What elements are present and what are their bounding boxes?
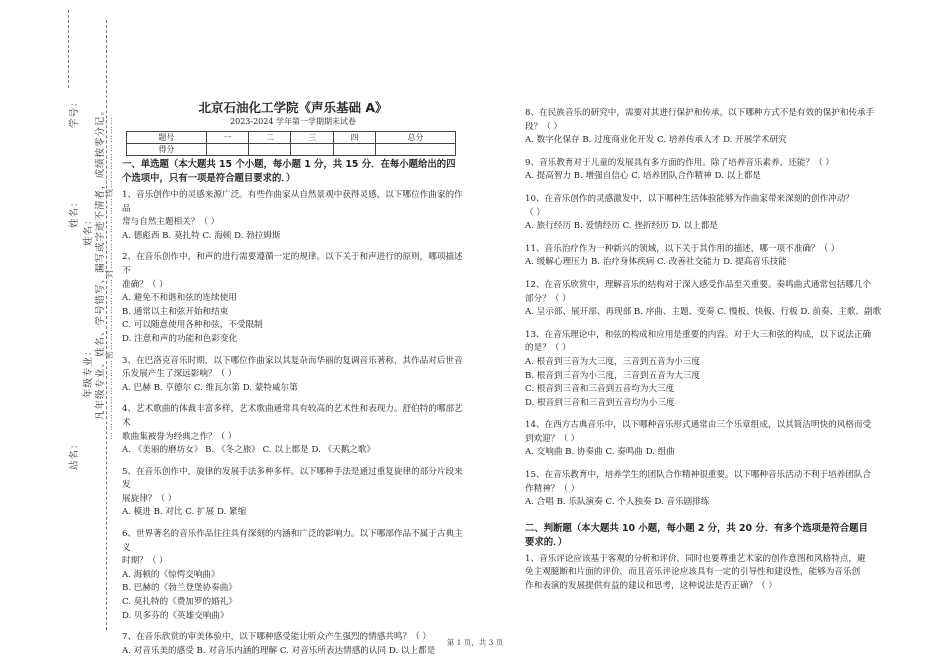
question-option: A. 巴赫 B. 亨德尔 C. 维瓦尔第 D. 蒙特威尔第 [122, 382, 298, 393]
question-option: A. 合唱 B. 乐队演奏 C. 个人独奏 D. 音乐剧排练 [525, 497, 710, 508]
judgment-line: 免主观臆断和片面的评价，而且音乐评论应该具有一定的引导性和建设性，能够为音乐创 [525, 567, 861, 578]
question-option: A. 提高智力 B. 增强自信心 C. 培养团队合作精神 D. 以上都是 [525, 171, 761, 182]
question-stem: 准确？（ ） [122, 279, 168, 290]
question-option: A. 对音乐美的感受 B. 对音乐内涵的理解 C. 对音乐所表达情感的认同 D. 以上都是 [122, 645, 436, 656]
question-stem: 9、音乐教育对于儿童的发展具有多方面的作用。除了培养音乐素养，还能？（ ） [525, 157, 834, 168]
question-stem: 8、在民族音乐的研究中，需要对其进行保护和传承。以下哪种方式不是有效的保护和传承手 [525, 108, 875, 118]
score-col-1: 一 [206, 132, 248, 144]
question [525, 469, 887, 510]
question-stem: 到欢迎？（ ） [525, 433, 580, 444]
question-option: A. 海顿的《惊愕交响曲》 [122, 569, 220, 580]
question [122, 403, 464, 457]
page-footer: 第 1 页，共 3 页 [446, 638, 504, 647]
question-option: A. 根音到三音为大三度，三音到五音为小三度 [525, 356, 700, 367]
question [122, 528, 464, 623]
question-stem: 时期？（ ） [122, 556, 168, 567]
question-stem: 3、在巴洛克音乐时期，以下哪位作曲家以其复杂而华丽的复调音乐著称，其作品对后世音 [122, 355, 463, 366]
question [122, 466, 464, 520]
question-option: D. 根音到三音和三音到五音均为小三度 [525, 397, 675, 408]
exam-title: 北京石油化工学院《声乐基础 A》 [198, 100, 388, 115]
score-cell[interactable] [333, 144, 375, 156]
question-stem: 的是？（ ） [525, 343, 571, 354]
score-cell[interactable] [206, 144, 248, 156]
question-stem: 歌曲集被誉为经典之作？（ ） [122, 431, 237, 442]
question [525, 107, 887, 148]
question-option: D. 注意和声的功能和色彩变化 [122, 333, 238, 344]
question-stem: 15、在音乐教育中，培养学生的团队合作精神很重要。以下哪种音乐活动不利于培养团队合 [525, 470, 872, 481]
question-stem: 4、艺术歌曲的体裁丰富多样，艺术歌曲通常具有较高的艺术性和表现力。舒伯特的哪部艺术 [122, 404, 463, 428]
section2-heading-line-2: 要求的．） [525, 536, 568, 548]
question-stem: 2、在音乐创作中，和声的进行需要遵循一定的规律。以下关于和声进行的原则，哪项描述不 [122, 252, 463, 276]
section2-heading-line-1: 二、判断题（本大题共 10 小题，每小题 2 分，共 20 分．有多个选项是符合题目 [525, 522, 868, 534]
question-stem: 12、在音乐欣赏中，理解音乐的结构对于深入感受作品至关重要。奏鸣曲式通常包括哪几个 [525, 279, 872, 290]
question [122, 189, 464, 243]
question-option: A. 模进 B. 对比 C. 扩展 D. 紧缩 [122, 507, 247, 518]
binding-margin [0, 0, 114, 672]
score-table-score-row [127, 144, 456, 156]
judgment-line: 1、音乐评论应该基于客观的分析和评价，同时也要尊重艺术家的创作意图和风格特点，避 [525, 553, 866, 564]
question [525, 329, 887, 411]
seal-line-label: ………………………密……………………封……………………线…………………… [105, 116, 114, 440]
score-table-header-row [127, 132, 456, 144]
question-stem: 11、音乐治疗作为一种新兴的领域，以下关于其作用的描述，哪一项不准确？（ ） [525, 243, 840, 254]
question-stem: 常与自然主题相关？（ ） [122, 217, 220, 228]
score-col-label: 题号 [127, 132, 207, 144]
label-name-outer: 姓名： [69, 196, 80, 228]
question-option: A. 缓解心理压力 B. 治疗身体疾病 C. 改善社交能力 D. 提高音乐技能 [525, 257, 787, 268]
score-table [126, 131, 456, 156]
question-option: B. 巴赫的《勃兰登堡协奏曲》 [122, 583, 237, 594]
question [525, 243, 887, 270]
left-column [122, 100, 464, 658]
label-grade-major: 年级专业： [83, 345, 94, 398]
question [122, 355, 464, 396]
judgment-line: 作和表演的发展提供有益的建议和思考，这种说法是否正确？（ ） [525, 581, 777, 592]
question-stem: 作精神？（ ） [525, 483, 580, 494]
score-cell-total[interactable] [376, 144, 456, 156]
score-col-3: 三 [291, 132, 333, 144]
question-option: C. 莫扎特的《费加罗的婚礼》 [122, 597, 237, 608]
label-name: 姓名： [83, 214, 94, 246]
score-col-4: 四 [333, 132, 375, 144]
binding-instruction: 凡年级专业、姓名、学号错写、漏写或字迹不清者，成绩按零分记。 [95, 104, 106, 420]
question-list-left [122, 189, 464, 658]
question [525, 193, 887, 234]
label-student-id: 学号： [69, 96, 80, 128]
question-option: C. 根音到三音和三音到五音均为大三度 [525, 384, 675, 395]
section1-heading: 一、单选题（本大题共 15 个小题，每小题 1 分，共 15 分．在每小题给出的四个选项中，只有一项是符合题目要求的．） [122, 159, 456, 184]
question-option: A. 交响曲 B. 协奏曲 C. 奏鸣曲 D. 组曲 [525, 447, 675, 458]
score-row-label: 得分 [127, 144, 207, 156]
question-stem: 部分？（ ） [525, 293, 571, 304]
question-option: A. 德彪西 B. 莫扎特 C. 海顿 D. 勃拉姆斯 [122, 230, 281, 241]
question-stem: 5、在音乐创作中，旋律的发展手法多种多样。以下哪种手法是通过重复旋律的部分片段来发 [122, 466, 463, 491]
score-cell[interactable] [291, 144, 333, 156]
question-option: B. 根音到三音为小三度，三音到五音为大三度 [525, 370, 701, 381]
judgment-question-1 [525, 553, 887, 594]
question-option: A. 旅行经历 B. 爱情经历 C. 挫折经历 D. 以上都是 [525, 221, 718, 232]
question-stem: 7、在音乐欣赏的审美体验中，以下哪种感受能让听众产生强烈的情感共鸣？（ ） [122, 632, 431, 643]
fill-line-student-id [68, 10, 69, 88]
question [122, 251, 464, 346]
exam-subtitle: 2023-2024 学年第一学期期末试卷 [230, 117, 356, 126]
question-stem: 6、世界著名的音乐作品往往具有深刻的内涵和广泛的影响力。以下哪部作品不属于古典主义 [122, 529, 463, 553]
question-option: A. 《美丽的磨坊女》 B. 《冬之旅》 C. 以上都是 D. 《天鹅之歌》 [122, 445, 376, 456]
question [525, 419, 887, 460]
label-station: 站名： [69, 438, 80, 470]
question-stem: 乐发展产生了深远影响？（ ） [122, 369, 237, 380]
question [525, 279, 887, 320]
right-column [525, 104, 887, 594]
question-stem: 14、在西方古典音乐中，以下哪种音乐形式通常由三个乐章组成，以其简洁明快的风格而受 [525, 420, 872, 431]
question-stem: 段？（ ） [525, 121, 563, 132]
question-stem: 展旋律？（ ） [122, 493, 177, 504]
seal-dashed-line [106, 20, 107, 630]
score-col-total: 总分 [376, 132, 456, 144]
question-option: D. 贝多芬的《英雄交响曲》 [122, 610, 229, 621]
question-option: A. 数字化保存 B. 过度商业化开发 C. 培养传承人才 D. 开展学术研究 [525, 135, 787, 146]
question-option: B. 通常以主和弦开始和结束 [122, 306, 229, 317]
question [525, 157, 887, 184]
question-list-right [525, 107, 887, 510]
score-col-2: 二 [249, 132, 291, 144]
question-stem: 10、在音乐创作的灵感激发中，以下哪种生活体验能够为作曲家带来深刻的创作冲动？ [525, 193, 854, 204]
question-stem: （ ） [525, 207, 545, 218]
question-stem: 13、在音乐理论中，和弦的构成和应用是重要的内容。对于大三和弦的构成，以下说法正确 [525, 329, 872, 340]
question-option: C. 可以随意使用各种和弦，不受限制 [122, 320, 263, 331]
score-cell[interactable] [249, 144, 291, 156]
question-option: A. 避免不和谐和弦的连续使用 [122, 293, 237, 304]
question-option: A. 呈示部、展开部、再现部 B. 序曲、主题、变奏 C. 慢板、快板、行板 D. 前奏、主歌、副歌 [525, 307, 882, 318]
question-stem: 1、音乐创作中的灵感来源广泛。有些作曲家从自然景观中获得灵感，以下哪位作曲家的作品 [122, 190, 463, 214]
